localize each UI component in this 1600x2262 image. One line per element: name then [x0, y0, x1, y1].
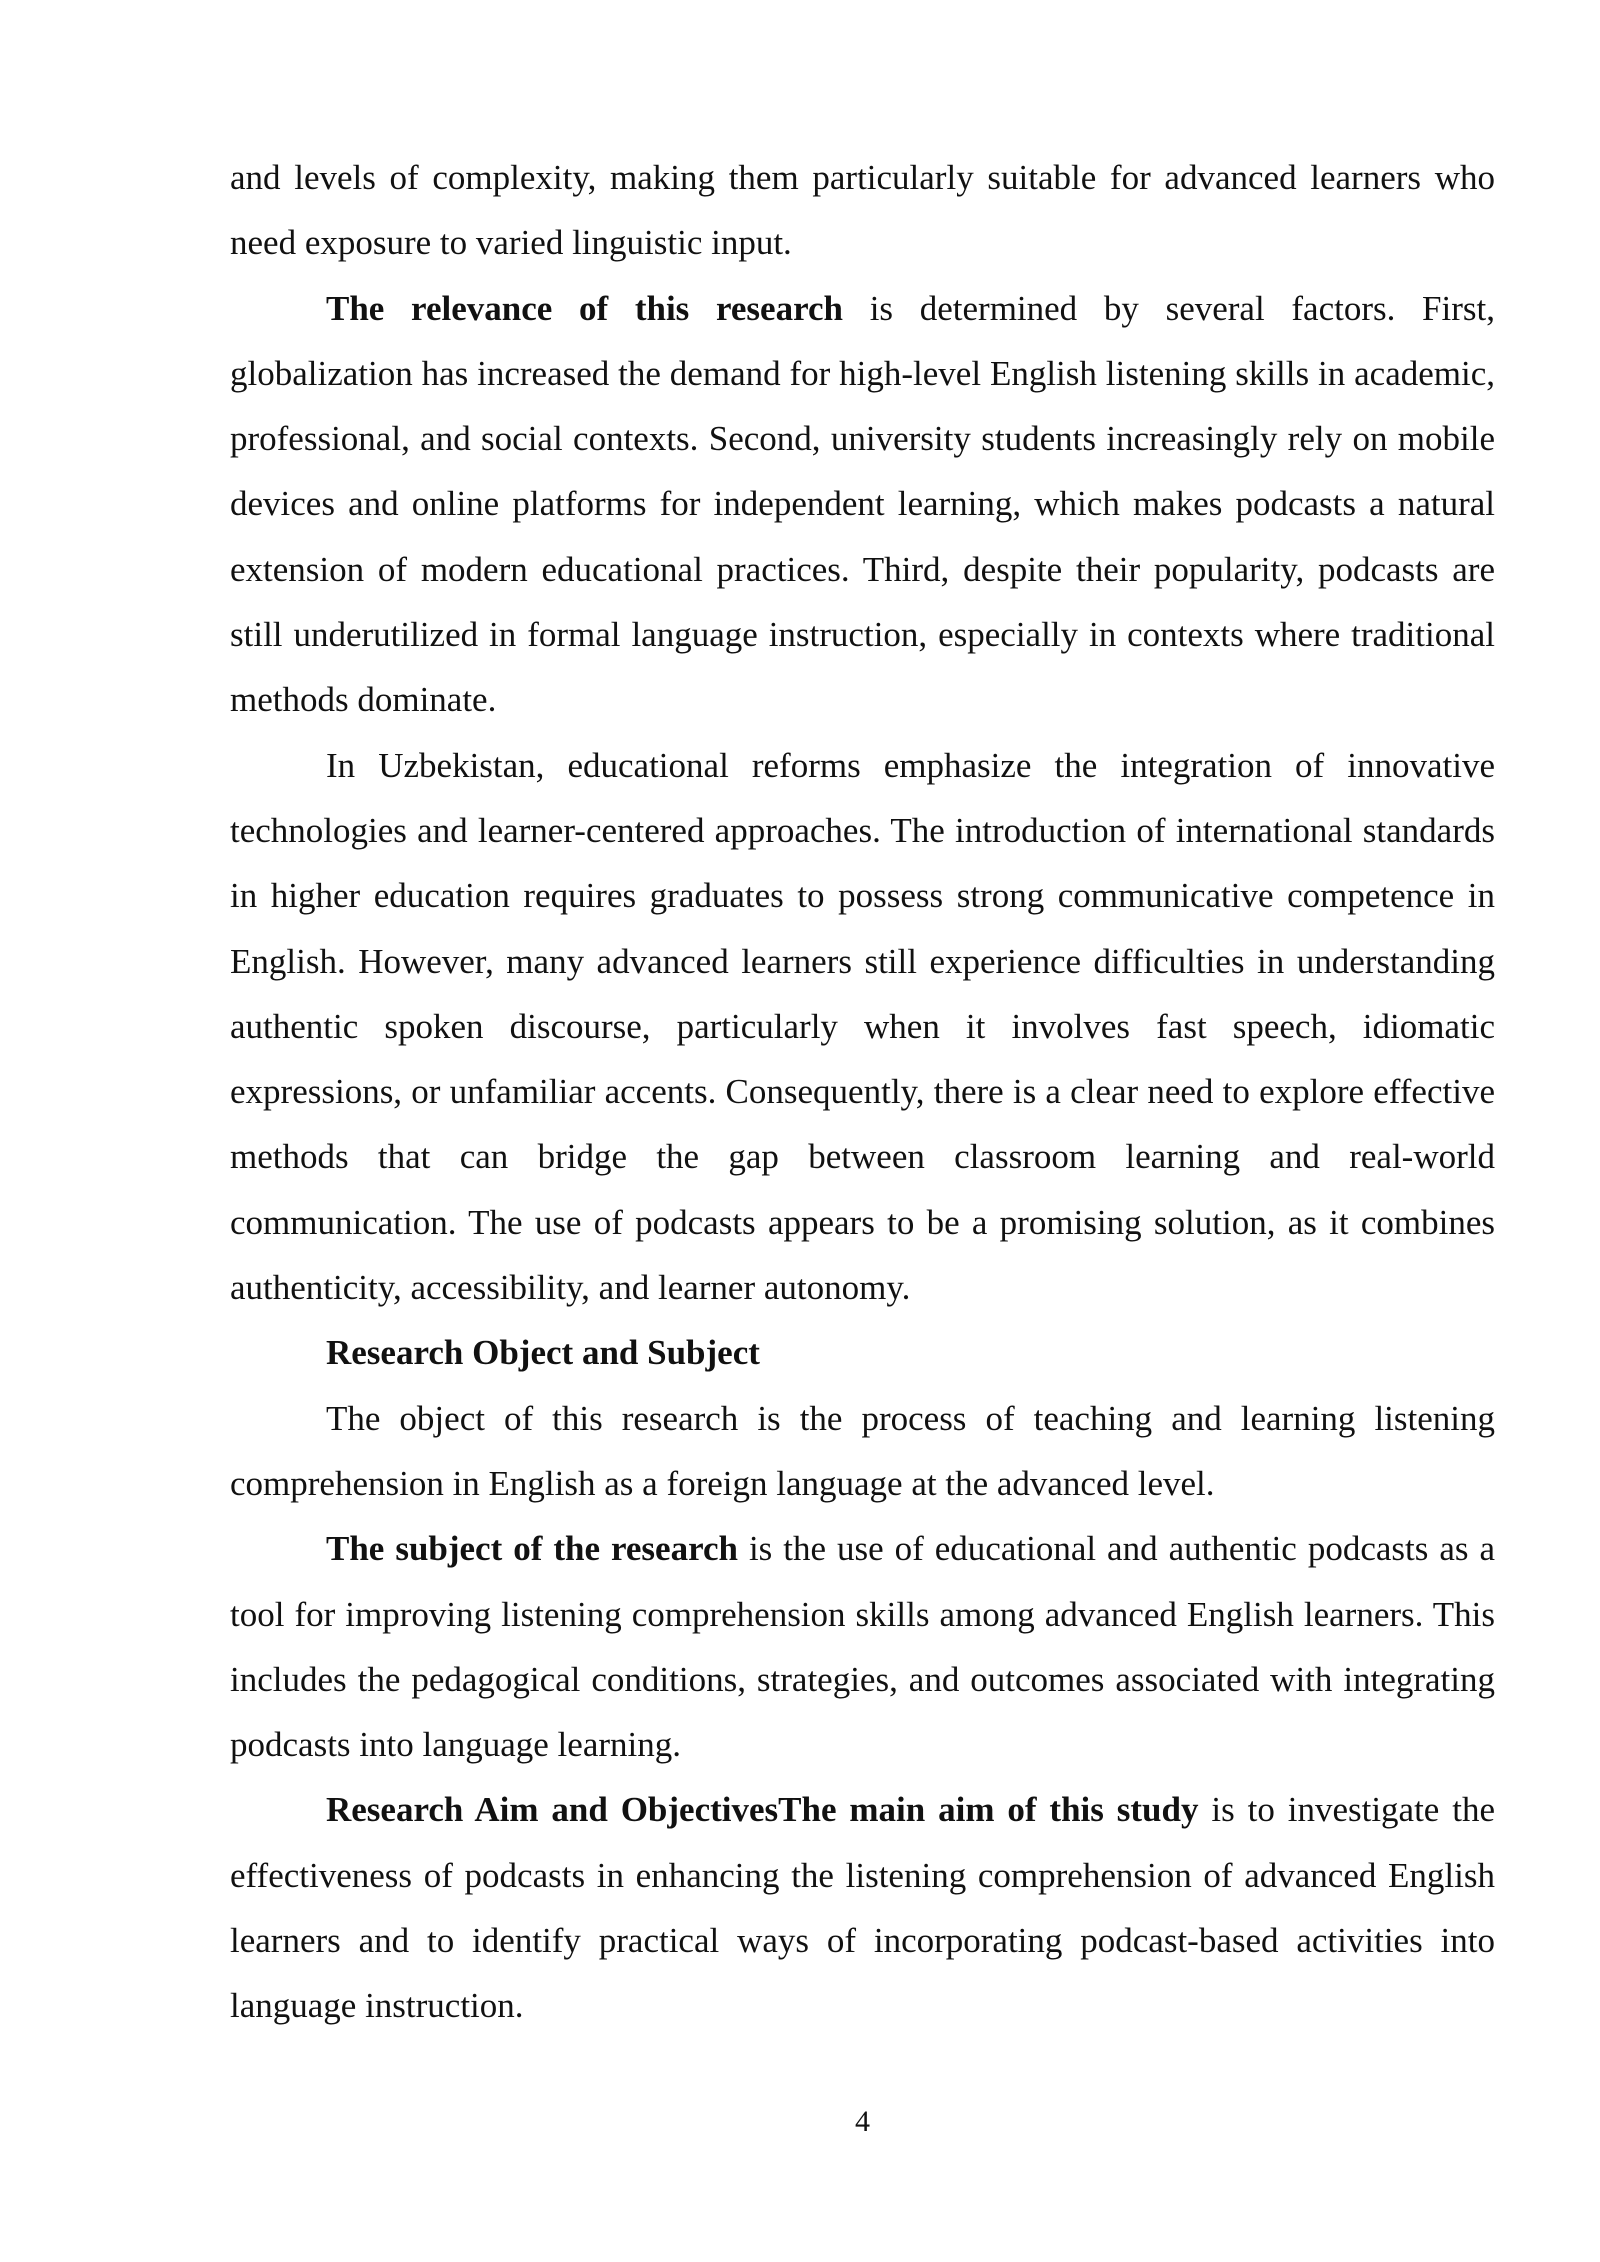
paragraph-text: The object of this research is the process of teaching and learning listening comprehension in English as a foreign language at the advanced level. [230, 1398, 1495, 1503]
page-number: 4 [855, 2105, 870, 2138]
relevance-paragraph [230, 276, 1495, 733]
paragraph-text: is determined by several factors. First, globalization has increased the demand for high-level English listening skills in academic, professional, and social contexts. Second, university students increasingly rely on mobile devices and online platforms for independent learning, which makes podcasts a natural extension of modern educational practices. Third, despite their popularity, podcasts are still underutilized in formal language instruction, especially in contexts where traditional methods dominate. [230, 288, 1495, 720]
subject-paragraph [230, 1516, 1495, 1777]
continuation-paragraph [230, 145, 1495, 276]
object-paragraph [230, 1386, 1495, 1517]
aim-lead: Research Aim and ObjectivesThe main aim of this study [326, 1790, 1199, 1830]
paragraph-text: is to investigate the effectiveness of podcasts in enhancing the listening comprehension of advanced English learners and to identify practical ways of incorporating podcast-based activities into language instruction. [230, 1790, 1495, 2026]
paragraph-text: is the use of educational and authentic podcasts as a tool for improving listening comprehension skills among advanced English learners. This includes the pedagogical conditions, strategies, and outcomes associated with integrating podcasts into language learning. [230, 1529, 1495, 1765]
subject-lead: The subject of the research [326, 1529, 738, 1569]
relevance-lead: The relevance of this research [326, 288, 843, 328]
section-heading-object-subject: Research Object and Subject [326, 1333, 760, 1373]
paragraph-text: In Uzbekistan, educational reforms emphasize the integration of innovative technologies and learner-centered approaches. The introduction of international standards in higher education requires graduates to possess strong communicative competence in English. However, many advanced learners still experience difficulties in understanding authentic spoken discourse, particularly when it involves fast speech, idiomatic expressions, or unfamiliar accents. Consequently, there is a clear need to explore effective methods that can bridge the gap between classroom learning and real-world communication. The use of podcasts appears to be a promising solution, as it combines authenticity, accessibility, and learner autonomy. [230, 745, 1495, 1308]
paragraph-text: and levels of complexity, making them particularly suitable for advanced learners who need exposure to varied linguistic input. [230, 158, 1495, 263]
aim-paragraph [230, 1777, 1495, 2038]
uzbekistan-paragraph [230, 733, 1495, 1321]
body-text [230, 145, 1495, 2039]
